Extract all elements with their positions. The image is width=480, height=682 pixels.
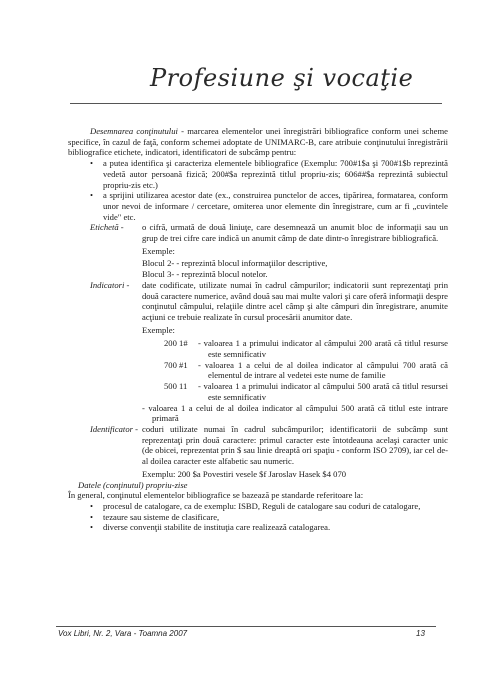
code-value: - valoarea 1 a primului indicator al câmpului 200 arată că titlul resurse este semnificativ (198, 338, 448, 360)
code-key: 700 #1 (164, 359, 188, 370)
definition-indicatori (68, 280, 448, 424)
standards-bullet-list (68, 501, 448, 533)
article-body (68, 126, 448, 533)
term-indicatori: Indicatori - (90, 279, 130, 290)
code-value-extra: - valoarea 1 a celui de al doilea indicator al câmpului 500 arată că titlul este intrare primară (142, 402, 448, 424)
term-identificator: Identificator - (90, 423, 138, 434)
list-item: • diverse convenţii stabilite de instituţia care realizează catalogarea. (90, 522, 448, 533)
footer-divider (56, 626, 436, 627)
intro-term: Desemnarea conţinutului (90, 126, 178, 136)
code-key: 200 1# (164, 338, 188, 349)
intro-bullet-list (68, 158, 448, 222)
indicatori-description: date codificate, utilizate numai în cadrul câmpurilor; indicatorii sunt reprezentaţi prin două caractere numerice, având două sau mai multe valori şi care oferă informaţii despre conţinutul câmpului, relaţiile dintre acel câmp şi alte câmpuri din înregistrare, anumite acţiuni ce trebuie realizate în cursul procesării anumitor date. (142, 279, 448, 322)
definition-identificator (68, 424, 448, 480)
page-number: 13 (416, 629, 425, 638)
code-value: - valoarea 1 a celui de al doilea indicator al câmpului 700 arată că elementul de intrare al vedetei este nume de familie (198, 359, 448, 381)
list-item: • tezaure sau sisteme de clasificare, (90, 512, 448, 523)
identificator-example: Exemplu: 200 $a Povestiri vesele $f Jaroslav Hasek $4 070 (142, 468, 347, 479)
list-item: • procesul de catalogare, ca de exemplu: ISBD, Reguli de catalogare sau coduri de catalogare, (90, 501, 448, 512)
page-title: Profesiune şi vocaţie (150, 64, 414, 92)
eticheta-example: Blocul 2- - reprezintă blocul informaţiilor descriptive, (142, 258, 328, 269)
code-example (164, 360, 448, 381)
list-item: • a sprijini utilizarea acestor date (ex., construirea punctelor de acces, tipărirea, formatarea, conform unor nevoi de informare / cercetare, omiterea unor elemente din înregistrare, cum ar fi „cuvintele vide" etc. (90, 190, 448, 222)
indicatori-examples-label: Exemple: (142, 324, 175, 335)
intro-paragraph (68, 126, 448, 158)
intro-text: - marcarea elementelor unei înregistrări bibliografice conform unei scheme specifice, în cazul de faţă, conform schemei adoptate de UNIMARC-B, care atribuie conţinutului înregistrării bibliografice etichete, indicatori, identificatori de subcâmp pentru: (68, 126, 448, 158)
code-example (164, 338, 448, 359)
eticheta-example: Blocul 3- - reprezintă blocul notelor. (142, 269, 268, 280)
header-divider (70, 103, 442, 104)
code-value: - valoarea 1 a primului indicator al câmpului 500 arată că titlul resursei este semnificativ (198, 381, 448, 402)
eticheta-description: o cifră, urmată de două liniuţe, care desemnează un anumit bloc de informaţii sau un grup de trei cifre care indică un anumit câmp de date dintr-o înregistrare bibliografică. (142, 222, 448, 244)
identificator-description: coduri utilizate numai în cadrul subcâmpurilor; identificatorii de subcâmp sunt reprezentaţi prin două caractere: primul caracter este întotdeauna acelaşi caracter unic (de obicei, reprezentat prin $ sau linie dreaptă ori spaţiu - conform ISO 2709), iar cel de-al doilea caracter este alfabetic sau numeric. (142, 423, 448, 467)
code-key: 500 11 (164, 381, 188, 392)
eticheta-examples-label: Exemple: (142, 245, 175, 256)
definition-eticheta (68, 222, 448, 280)
list-item: • a putea identifica şi caracteriza elementele bibliografice (Exemplu: 700#1$a şi 700#1$b reprezintă vedetă autor persoană fizică; 200#$a reprezintă titlul propriu-zis; 606##$a reprezintă subiectul propriu-zis etc.) (90, 158, 448, 190)
code-example (164, 381, 448, 402)
journal-citation: Vox Libri, Nr. 2, Vara - Toamna 2007 (58, 629, 188, 638)
section-intro: În general, conţinutul elementelor bibliografice se bazează pe standarde referitoare la: (68, 490, 364, 501)
term-eticheta: Etichetă - (90, 222, 124, 233)
section-heading: Datele (conţinutul) propriu-zise (78, 479, 188, 490)
